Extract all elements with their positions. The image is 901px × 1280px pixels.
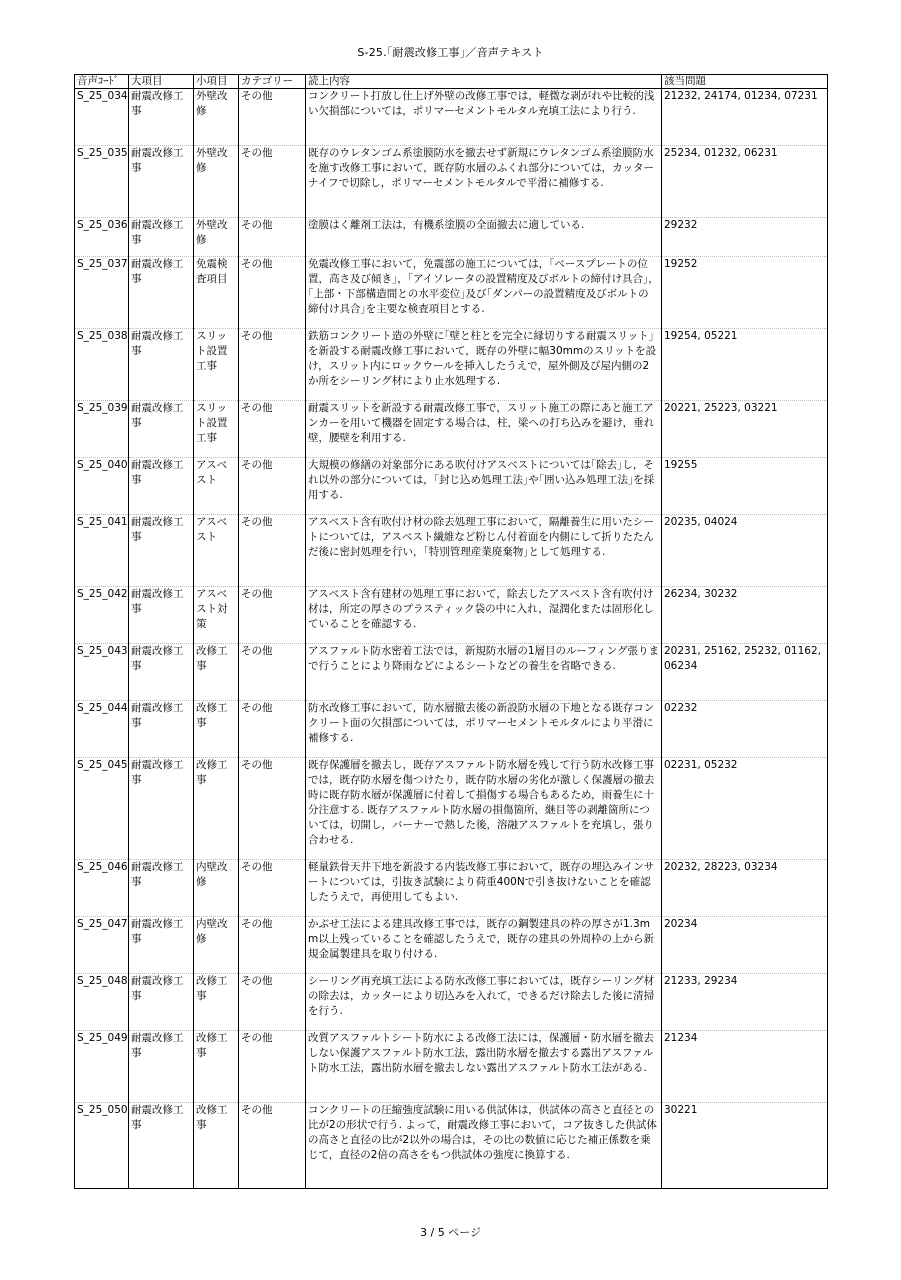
cell-problems: 02232 [662, 701, 828, 758]
cell-category: その他 [239, 974, 306, 1031]
cell-problems: 20235, 04024 [662, 515, 828, 587]
table-row [75, 587, 828, 644]
cell-text: 既存のウレタンゴム系塗膜防水を撤去せず新規にウレタンゴム系塗膜防水を施す改修工事において，既存防水層のふくれ部分については，カッターナイフで切除し，ポリマーセメントモルタルで平滑に補修する. [306, 146, 662, 218]
cell-code: S_25_035 [75, 146, 129, 218]
column-header-category: カテゴリー [239, 75, 306, 89]
cell-text: 既存保護層を撤去し，既存アスファルト防水層を残して行う防水改修工事では，既存防水層を傷つけたり，既存防水層の劣化が激しく保護層の撤去時に既存防水層が保護層に付着して損傷する場合もあるため，雨養生に十分注意する. 既存アスファルト防水層の損傷箇所，継目等の剥離箇所については，切開し，バーナーで熱した後，溶融アスファルトを充填し，張り合わせる. [306, 758, 662, 860]
cell-problems: 26234, 30232 [662, 587, 828, 644]
cell-problems: 19254, 05221 [662, 329, 828, 401]
cell-text: 鉄筋コンクリート造の外壁に｢壁と柱とを完全に縁切りする耐震スリット｣を新設する耐震改修工事において，既存の外壁に幅30mmのスリットを設け，スリット内にロックウールを挿入したうえで，屋外側及び屋内側の2か所をシーリング材により止水処理する. [306, 329, 662, 401]
page-title: S-25.｢耐震改修工事｣／音声テキスト [357, 46, 544, 59]
cell-minor: 外壁改修 [194, 218, 239, 257]
cell-category: その他 [239, 917, 306, 974]
cell-text: 防水改修工事において，防水層撤去後の新設防水層の下地となる既存コンクリート面の欠損部については，ポリマーセメントモルタルにより平滑に補修する. [306, 701, 662, 758]
cell-text: アスベスト含有建材の処理工事において，除去したアスベスト含有吹付け材は，所定の厚さのプラスティック袋の中に入れ，湿潤化または固形化していることを確認する. [306, 587, 662, 644]
cell-problems: 02231, 05232 [662, 758, 828, 860]
cell-problems: 25234, 01232, 06231 [662, 146, 828, 218]
cell-code: S_25_039 [75, 401, 129, 458]
cell-problems: 20232, 28223, 03234 [662, 860, 828, 917]
cell-code: S_25_037 [75, 257, 129, 329]
table-row [75, 1103, 828, 1189]
cell-minor: 外壁改修 [194, 146, 239, 218]
cell-problems: 20231, 25162, 25232, 01162, 06234 [662, 644, 828, 701]
cell-text: 塗膜はく離剤工法は，有機系塗膜の全面撤去に適している. [306, 218, 662, 257]
cell-major: 耐震改修工事 [129, 917, 194, 974]
cell-minor: 改修工事 [194, 974, 239, 1031]
cell-text: コンクリート打放し仕上げ外壁の改修工事では，軽微な剥がれや比較的浅い欠損部については，ポリマーセメントモルタル充填工法により行う. [306, 89, 662, 146]
table-row [75, 458, 828, 515]
cell-code: S_25_048 [75, 974, 129, 1031]
cell-text: アスファルト防水密着工法では，新規防水層の1層目のルーフィング張りまで行うことにより降雨などによるシートなどの養生を省略できる. [306, 644, 662, 701]
cell-code: S_25_036 [75, 218, 129, 257]
cell-code: S_25_046 [75, 860, 129, 917]
cell-code: S_25_045 [75, 758, 129, 860]
cell-code: S_25_038 [75, 329, 129, 401]
cell-category: その他 [239, 401, 306, 458]
cell-minor: アスベスト [194, 458, 239, 515]
table-row [75, 701, 828, 758]
table-row [75, 146, 828, 218]
cell-problems: 20221, 25223, 03221 [662, 401, 828, 458]
table-row [75, 329, 828, 401]
cell-major: 耐震改修工事 [129, 1103, 194, 1189]
column-header-problems: 該当問題 [662, 75, 828, 89]
cell-category: その他 [239, 587, 306, 644]
cell-category: その他 [239, 218, 306, 257]
cell-minor: 改修工事 [194, 1031, 239, 1103]
cell-minor: 内壁改修 [194, 860, 239, 917]
cell-category: その他 [239, 644, 306, 701]
cell-minor: 内壁改修 [194, 917, 239, 974]
cell-minor: スリット設置工事 [194, 329, 239, 401]
table-row [75, 89, 828, 146]
cell-code: S_25_041 [75, 515, 129, 587]
cell-problems: 19252 [662, 257, 828, 329]
cell-category: その他 [239, 758, 306, 860]
cell-category: その他 [239, 458, 306, 515]
table-row [75, 758, 828, 860]
cell-text: アスベスト含有吹付け材の除去処理工事において，隔離養生に用いたシートについては，アスベスト繊維など粉じん付着面を内側にして折りたたんだ後に密封処理を行い，｢特別管理産業廃棄物｣として処理する. [306, 515, 662, 587]
column-header-text: 読上内容 [306, 75, 662, 89]
cell-category: その他 [239, 701, 306, 758]
cell-problems: 29232 [662, 218, 828, 257]
cell-code: S_25_047 [75, 917, 129, 974]
cell-major: 耐震改修工事 [129, 974, 194, 1031]
cell-minor: 改修工事 [194, 758, 239, 860]
cell-text: シーリング再充填工法による防水改修工事においては，既存シーリング材の除去は，カッターにより切込みを入れて，できるだけ除去した後に清掃を行う. [306, 974, 662, 1031]
cell-category: その他 [239, 515, 306, 587]
cell-minor: アスベスト対策 [194, 587, 239, 644]
cell-code: S_25_050 [75, 1103, 129, 1189]
cell-minor: 改修工事 [194, 644, 239, 701]
table-header-row [75, 75, 828, 89]
cell-code: S_25_044 [75, 701, 129, 758]
cell-major: 耐震改修工事 [129, 458, 194, 515]
cell-category: その他 [239, 860, 306, 917]
cell-problems: 21232, 24174, 01234, 07231 [662, 89, 828, 146]
cell-minor: 改修工事 [194, 1103, 239, 1189]
cell-text: 大規模の修繕の対象部分にある吹付けアスベストについては｢除去｣し，それ以外の部分については，｢封じ込め処理工法｣や｢囲い込み処理工法｣を採用する. [306, 458, 662, 515]
cell-text: コンクリートの圧縮強度試験に用いる供試体は，供試体の高さと直径との比が2の形状で行う. よって，耐震改修工事において，コア抜きした供試体の高さと直径の比が2以外の場合は，その比の数値に応じた補正係数を乗じて，直径の2倍の高さをもつ供試体の強度に換算する. [306, 1103, 662, 1189]
table-body [75, 89, 828, 1189]
column-header-code: 音声ｺｰﾄﾞ [75, 75, 129, 89]
cell-major: 耐震改修工事 [129, 1031, 194, 1103]
cell-major: 耐震改修工事 [129, 701, 194, 758]
cell-category: その他 [239, 329, 306, 401]
cell-category: その他 [239, 146, 306, 218]
cell-minor: スリット設置工事 [194, 401, 239, 458]
cell-major: 耐震改修工事 [129, 146, 194, 218]
table-row [75, 257, 828, 329]
column-header-minor: 小項目 [194, 75, 239, 89]
table-row [75, 644, 828, 701]
cell-major: 耐震改修工事 [129, 257, 194, 329]
cell-major: 耐震改修工事 [129, 758, 194, 860]
cell-major: 耐震改修工事 [129, 860, 194, 917]
table-row [75, 218, 828, 257]
cell-category: その他 [239, 1031, 306, 1103]
voice-text-table [74, 74, 828, 1189]
cell-code: S_25_049 [75, 1031, 129, 1103]
cell-major: 耐震改修工事 [129, 89, 194, 146]
cell-major: 耐震改修工事 [129, 515, 194, 587]
table-row [75, 1031, 828, 1103]
cell-problems: 30221 [662, 1103, 828, 1189]
cell-category: その他 [239, 1103, 306, 1189]
cell-text: 免震改修工事において，免震部の施工については，｢ベースプレートの位置，高さ及び傾き｣，｢アイソレータの設置精度及びボルトの締付け具合｣，｢上部・下部構造間との水平変位｣及び｢ダンパーの設置精度及びボルトの締付け具合｣を主要な検査項目とする. [306, 257, 662, 329]
table-row [75, 974, 828, 1031]
cell-problems: 21234 [662, 1031, 828, 1103]
cell-code: S_25_040 [75, 458, 129, 515]
cell-major: 耐震改修工事 [129, 587, 194, 644]
cell-minor: 外壁改修 [194, 89, 239, 146]
cell-category: その他 [239, 89, 306, 146]
cell-major: 耐震改修工事 [129, 329, 194, 401]
column-header-major: 大項目 [129, 75, 194, 89]
cell-minor: アスベスト [194, 515, 239, 587]
cell-major: 耐震改修工事 [129, 644, 194, 701]
cell-text: 軽量鉄骨天井下地を新設する内装改修工事において，既存の埋込みインサートについては，引抜き試験により荷重400Nで引き抜けないことを確認したうえで，再使用してもよい. [306, 860, 662, 917]
cell-problems: 19255 [662, 458, 828, 515]
cell-problems: 21233, 29234 [662, 974, 828, 1031]
cell-text: かぶせ工法による建具改修工事では，既存の鋼製建具の枠の厚さが1.3mm以上残っていることを確認したうえで，既存の建具の外周枠の上から新規金属製建具を取り付ける. [306, 917, 662, 974]
cell-category: その他 [239, 257, 306, 329]
cell-problems: 20234 [662, 917, 828, 974]
cell-code: S_25_043 [75, 644, 129, 701]
cell-major: 耐震改修工事 [129, 401, 194, 458]
cell-code: S_25_034 [75, 89, 129, 146]
table-row [75, 860, 828, 917]
table-row [75, 917, 828, 974]
cell-minor: 改修工事 [194, 701, 239, 758]
cell-code: S_25_042 [75, 587, 129, 644]
cell-minor: 免震検査項目 [194, 257, 239, 329]
page-number: 3 / 5 ページ [420, 1226, 481, 1239]
cell-text: 改質アスファルトシート防水による改修工法には，保護層・防水層を撤去しない保護アスファルト防水工法，露出防水層を撤去する露出アスファルト防水工法，露出防水層を撤去しない露出アスファルト防水工法がある. [306, 1031, 662, 1103]
table-row [75, 515, 828, 587]
table-row [75, 401, 828, 458]
cell-text: 耐震スリットを新設する耐震改修工事で，スリット施工の際にあと施工アンカーを用いて機器を固定する場合は，柱，梁への打ち込みを避け，垂れ壁，腰壁を利用する. [306, 401, 662, 458]
cell-major: 耐震改修工事 [129, 218, 194, 257]
